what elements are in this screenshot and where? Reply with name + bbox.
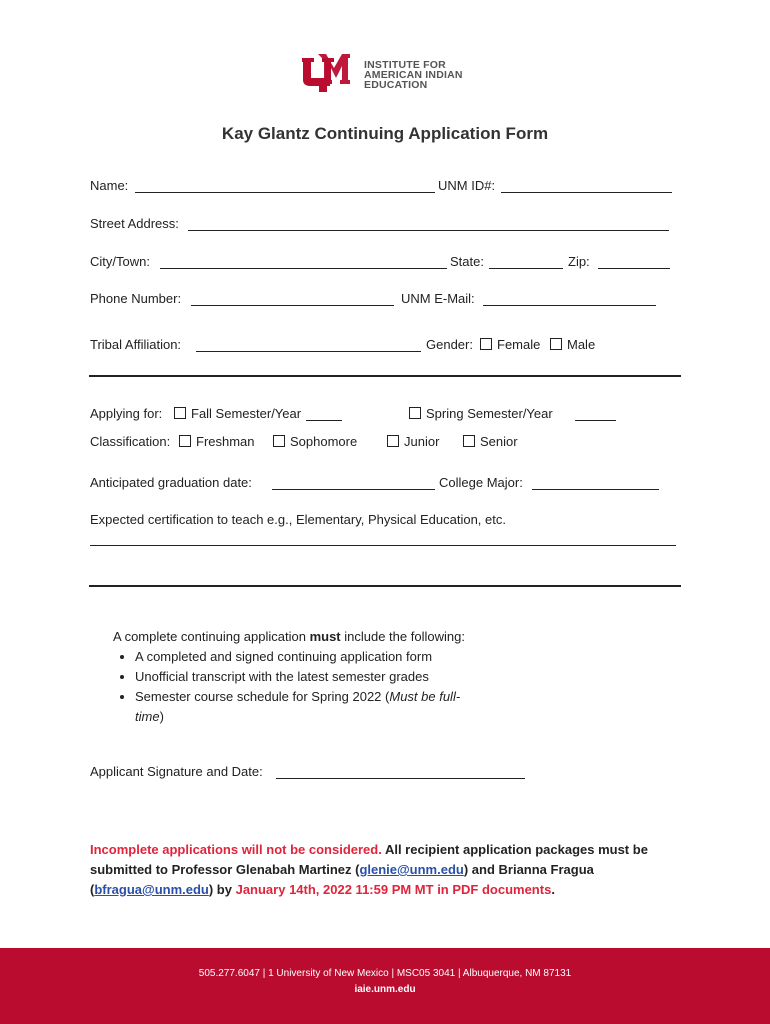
female-checkbox[interactable] — [480, 338, 492, 350]
sophomore-checkbox[interactable] — [273, 435, 285, 447]
submission-notice: Incomplete applications will not be considered. All recipient application packages must be submitted to Professor Glenabah Martinez (glenie@unm.edu) and Brianna Fragua (bfragua@unm.edu) by January 14th, 2022 11:59 PM MT in PDF documents. — [90, 842, 648, 897]
gender-label: Gender: — [426, 337, 473, 352]
spring-checkbox[interactable] — [409, 407, 421, 419]
junior-label: Junior — [404, 434, 440, 449]
sophomore-option[interactable] — [273, 434, 357, 449]
fall-label: Fall Semester/Year — [191, 406, 302, 421]
requirements-block — [113, 627, 533, 727]
signature-label: Applicant Signature and Date: — [90, 764, 263, 779]
sophomore-label: Sophomore — [290, 434, 358, 449]
logo-line-1: INSTITUTE FOR — [364, 59, 446, 71]
male-label: Male — [567, 337, 596, 352]
applying-for-label: Applying for: — [90, 406, 163, 421]
grad-date-label: Anticipated graduation date: — [90, 475, 252, 490]
section-divider-2 — [89, 585, 681, 587]
city-label: City/Town: — [90, 254, 150, 269]
junior-option[interactable] — [387, 434, 439, 449]
gender-female-option[interactable] — [480, 337, 540, 352]
major-label: College Major: — [439, 475, 523, 490]
zip-label: Zip: — [568, 254, 590, 269]
tribal-label: Tribal Affiliation: — [90, 337, 182, 352]
senior-label: Senior — [480, 434, 518, 449]
unm-logo-mark — [300, 52, 360, 98]
certification-label: Expected certification to teach e.g., Elementary, Physical Education, etc. — [90, 512, 506, 527]
classification-label: Classification: — [90, 434, 171, 449]
fall-checkbox[interactable] — [174, 407, 186, 419]
female-label: Female — [497, 337, 541, 352]
footer — [0, 948, 770, 1024]
spring-year-field[interactable] — [575, 420, 616, 421]
gender-male-option[interactable] — [550, 337, 595, 352]
phone-field[interactable] — [191, 305, 394, 306]
logo-line-3: EDUCATION — [364, 79, 428, 91]
spring-option[interactable] — [409, 406, 553, 421]
phone-label: Phone Number: — [90, 291, 182, 306]
fall-option[interactable] — [174, 406, 301, 421]
name-field[interactable] — [135, 192, 435, 193]
senior-checkbox[interactable] — [463, 435, 475, 447]
spring-label: Spring Semester/Year — [426, 406, 553, 421]
tribal-field[interactable] — [196, 351, 421, 352]
unm-id-label: UNM ID#: — [438, 178, 496, 193]
logo-line-2: AMERICAN INDIAN — [364, 69, 463, 81]
email-link-glenie[interactable]: glenie@unm.edu — [359, 862, 464, 877]
fall-year-field[interactable] — [306, 420, 342, 421]
street-field[interactable] — [188, 230, 669, 231]
form-title: Kay Glantz Continuing Application Form — [221, 124, 549, 143]
requirements-list — [113, 647, 533, 727]
city-field[interactable] — [160, 268, 447, 269]
freshman-option[interactable] — [179, 434, 255, 449]
footer-contact: 505.277.6047 | 1 University of New Mexico | MSC05 3041 | Albuquerque, NM 87131 — [198, 968, 572, 979]
freshman-label: Freshman — [196, 434, 255, 449]
logo-wordmark — [364, 60, 463, 90]
section-divider-1 — [89, 375, 681, 377]
certification-field[interactable] — [90, 545, 676, 546]
name-label: Name: — [90, 178, 129, 193]
footer-website[interactable]: iaie.unm.edu — [354, 984, 416, 995]
list-item: • A completed and signed continuing application form — [135, 647, 533, 667]
email-label: UNM E-Mail: — [401, 291, 475, 306]
requirements-intro: A complete continuing application must include the following: — [113, 629, 465, 644]
signature-field[interactable] — [276, 778, 525, 779]
unm-id-field[interactable] — [501, 192, 672, 193]
state-field[interactable] — [489, 268, 563, 269]
freshman-checkbox[interactable] — [179, 435, 191, 447]
male-checkbox[interactable] — [550, 338, 562, 350]
street-label: Street Address: — [90, 216, 179, 231]
state-label: State: — [450, 254, 484, 269]
list-item: • Semester course schedule for Spring 2022 (Must be full-time) — [135, 687, 485, 727]
junior-checkbox[interactable] — [387, 435, 399, 447]
zip-field[interactable] — [598, 268, 670, 269]
grad-date-field[interactable] — [272, 489, 435, 490]
email-link-bfragua[interactable]: bfragua@unm.edu — [94, 882, 209, 897]
senior-option[interactable] — [463, 434, 518, 449]
email-field[interactable] — [483, 305, 656, 306]
major-field[interactable] — [532, 489, 659, 490]
unm-logo — [300, 52, 360, 98]
list-item: • Unofficial transcript with the latest semester grades — [135, 667, 533, 687]
